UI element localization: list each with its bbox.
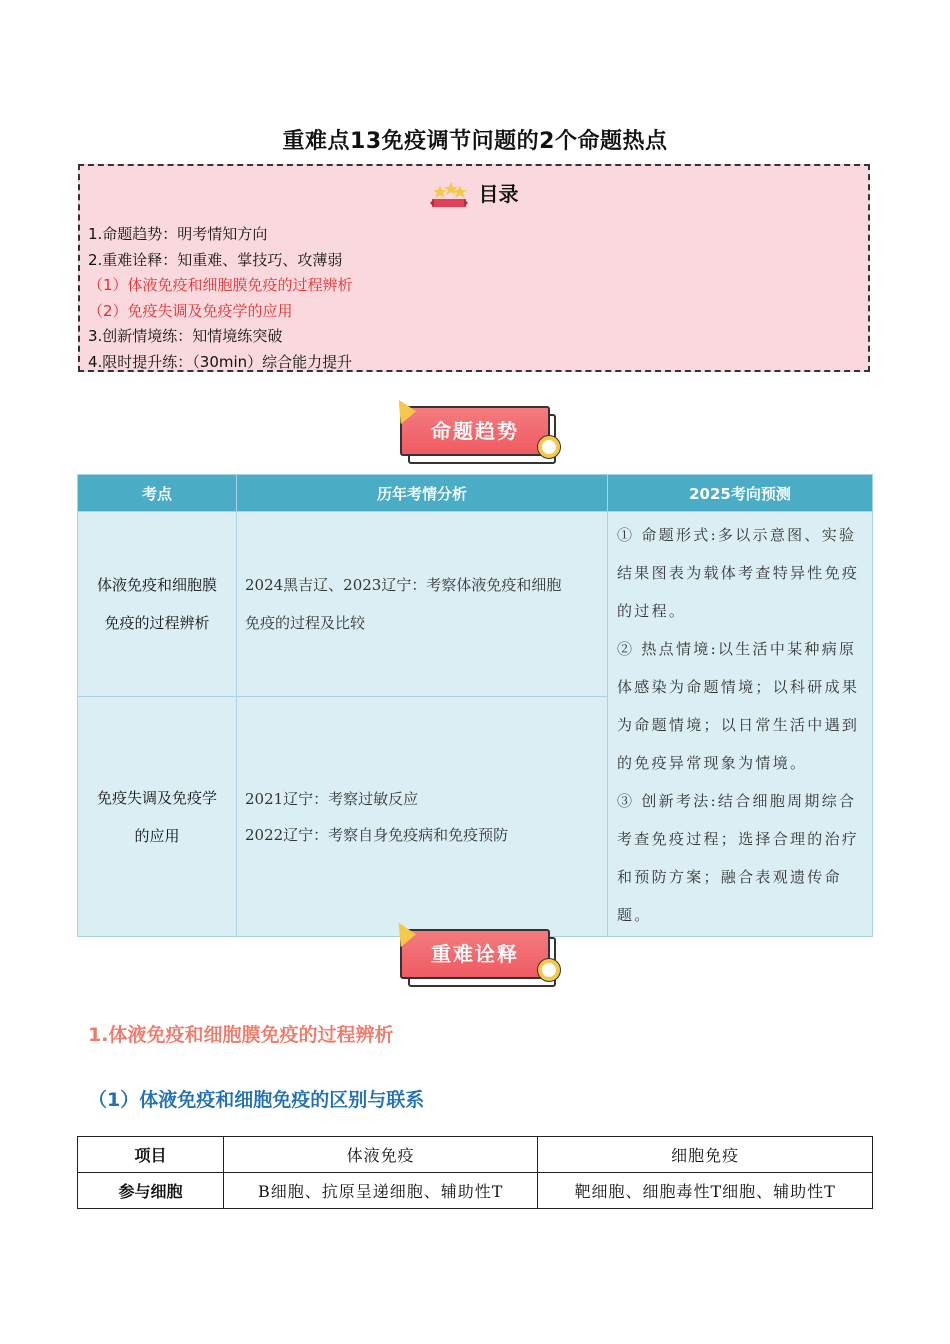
table-header: 体液免疫 (224, 1137, 538, 1173)
prediction-line: 的过程。 (617, 602, 687, 620)
page-title: 重难点13免疫调节问题的2个命题热点 (282, 129, 668, 154)
banner-trend-label: 命题趋势 (400, 406, 550, 456)
topic-line: 的应用 (134, 826, 180, 845)
toc-item[interactable]: 4.限时提升练：（30min）综合能力提升 (88, 352, 353, 371)
analysis-line: 2024黑吉辽、2023辽宁：考察体液免疫和细胞 (245, 576, 562, 595)
banner-explain-label: 重难诠释 (400, 929, 550, 979)
topic-line: 体液免疫和细胞膜 (96, 576, 217, 595)
toc-heading (80, 178, 868, 210)
section-heading: 1.体液免疫和细胞膜免疫的过程辨析 (88, 1024, 394, 1046)
analysis-cell (237, 697, 608, 937)
table-header: 历年考情分析 (237, 475, 608, 512)
prediction-line: 题。 (617, 906, 652, 924)
prediction-line: 结果图表为载体考查特异性免疫 (617, 564, 860, 582)
table-of-contents (78, 164, 870, 372)
prediction-line: ③ 创新考法:结合细胞周期综合 (617, 792, 857, 810)
table-row (78, 1137, 873, 1173)
table-header: 考点 (78, 475, 237, 512)
table-cell: B细胞、抗原呈递细胞、辅助性T (224, 1173, 538, 1209)
prediction-line: 的免疫异常现象为情境。 (617, 754, 808, 772)
prediction-line: ② 热点情境:以生活中某种病原 (617, 640, 857, 658)
table-header: 项目 (78, 1137, 224, 1173)
table-header: 细胞免疫 (538, 1137, 873, 1173)
prediction-cell (608, 512, 873, 937)
analysis-line: 免疫的过程及比较 (245, 614, 366, 633)
subsection-heading: （1）体液免疫和细胞免疫的区别与联系 (88, 1089, 425, 1111)
table-cell: 靶细胞、细胞毒性T细胞、辅助性T (538, 1173, 873, 1209)
topic-cell (78, 512, 237, 697)
topic-cell (78, 697, 237, 937)
prediction-line: 和预防方案；融合表观遗传命 (617, 868, 842, 886)
analysis-line: 2022辽宁：考察自身免疫病和免疫预防 (245, 825, 509, 844)
ring-decoration-icon (538, 959, 560, 981)
prediction-line: 考查免疫过程；选择合理的治疗 (617, 830, 860, 848)
table-row (78, 1173, 873, 1209)
toc-item[interactable]: （2）免疫失调及免疫学的应用 (88, 301, 293, 320)
trend-table (77, 474, 873, 937)
analysis-line: 2021辽宁：考察过敏反应 (245, 789, 419, 808)
comparison-table (77, 1136, 873, 1209)
crown-icon (430, 182, 468, 210)
table-cell: 参与细胞 (78, 1173, 224, 1209)
toc-title: 目录 (478, 182, 519, 206)
table-row (78, 512, 873, 697)
banner-explain (400, 929, 566, 993)
toc-item[interactable]: 3.创新情境练：知情境练突破 (88, 327, 283, 345)
topic-line: 免疫的过程辨析 (104, 614, 210, 633)
table-header: 2025考向预测 (608, 475, 873, 512)
toc-item[interactable]: 2.重难诠释：知重难、掌技巧、攻薄弱 (88, 250, 343, 269)
topic-line: 免疫失调及免疫学 (96, 788, 217, 807)
analysis-cell (237, 512, 608, 697)
prediction-line: ① 命题形式:多以示意图、实验 (617, 526, 857, 544)
ring-decoration-icon (538, 436, 560, 458)
prediction-line: 体感染为命题情境；以科研成果 (617, 678, 860, 696)
banner-trend (400, 406, 566, 470)
prediction-line: 为命题情境；以日常生活中遇到 (617, 716, 860, 734)
toc-item[interactable]: 1.命题趋势：明考情知方向 (88, 225, 268, 243)
toc-item[interactable]: （1）体液免疫和细胞膜免疫的过程辨析 (88, 276, 353, 294)
toc-list (88, 222, 353, 375)
